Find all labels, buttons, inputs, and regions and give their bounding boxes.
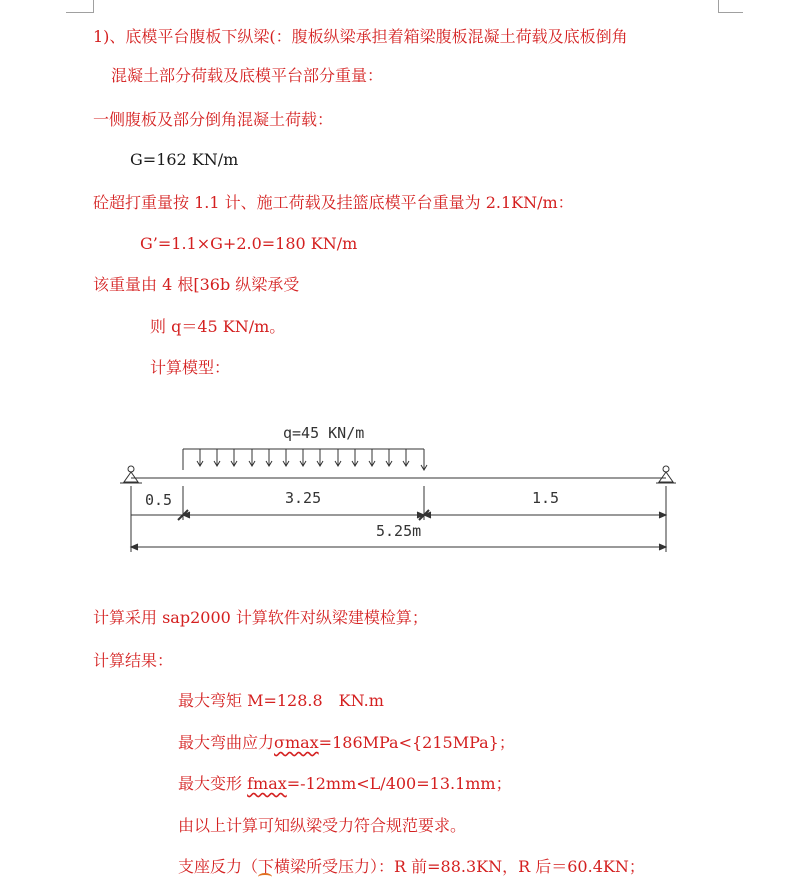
left-support: [124, 472, 138, 482]
dimension-left: 0.5: [145, 491, 173, 509]
dimension-middle: 3.25: [285, 489, 322, 507]
sigma-max-symbol: σmax: [274, 733, 319, 752]
g-prime-formula: G’=1.1×G+2.0=180 KN/m: [140, 234, 358, 253]
dimension-right: 1.5: [532, 489, 560, 507]
factor-line: 砼超打重量按 1.1 计、施工荷载及挂篮底模平台重量为 2.1KN/m：: [93, 193, 574, 212]
max-stress-value: =186MPa<{215MPa}；: [318, 733, 515, 752]
left-support-pin: [128, 466, 134, 472]
method-line: 计算采用 sap2000 计算软件对纵梁建模检算；: [93, 608, 428, 627]
right-support-pin: [663, 466, 669, 472]
dimension-total: 5.25m: [376, 522, 422, 540]
results-title: 计算结果：: [93, 651, 174, 670]
max-stress-label: 最大弯曲应力: [178, 733, 275, 752]
line-load-title: 一侧腹板及部分倒角混凝土荷载：: [93, 110, 334, 129]
load-label: q=45 KN/m: [283, 424, 365, 442]
reaction-line: 支座反力（下横梁所受压力）：R 前=88.3KN，R 后＝60.4KN；: [178, 857, 645, 876]
load-arrows: [183, 449, 427, 470]
max-stress-line: [178, 733, 515, 753]
max-moment-line: 最大弯矩 M=128.8 KN.m: [178, 691, 384, 710]
beam-count-line: 该重量由 4 根[36b 纵梁承受: [93, 275, 300, 294]
fmax-symbol: fmax: [247, 774, 287, 793]
conclusion-line: 由以上计算可知纵梁受力符合规范要求。: [178, 816, 467, 835]
heading-line-2: 混凝土部分荷载及底模平台部分重量：: [111, 66, 384, 85]
g-value: G=162 KN/m: [130, 150, 239, 169]
max-deflection-line: [178, 774, 512, 794]
max-deflection-value: =-12mm<L/400=13.1mm；: [286, 774, 512, 793]
right-support: [659, 472, 673, 482]
text-cursor-mark: [258, 873, 272, 881]
model-label: 计算模型：: [150, 358, 231, 377]
max-deflection-label: 最大变形: [178, 774, 248, 793]
q-value-line: 则 q＝45 KN/m。: [150, 317, 286, 336]
heading-line-1: 1)、底模平台腹板下纵梁(：腹板纵梁承担着箱梁腹板混凝土荷载及底板倒角: [93, 27, 628, 46]
